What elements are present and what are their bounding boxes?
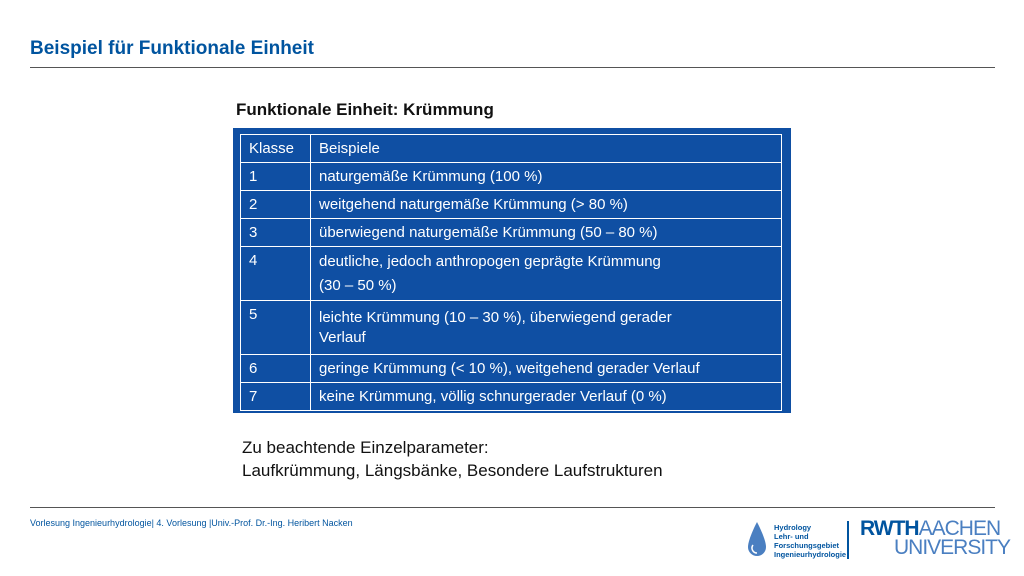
hydrology-logo-text xyxy=(774,523,846,559)
slide-title: Beispiel für Funktionale Einheit xyxy=(30,38,314,59)
parameter-notes xyxy=(242,436,663,482)
rwth-logo xyxy=(860,517,1011,561)
table-row xyxy=(241,383,782,411)
cell-klasse: 7 xyxy=(241,383,311,411)
rwth-logo-line2: UNIVERSITY xyxy=(894,536,1011,559)
logo-separator xyxy=(847,521,849,559)
table-row xyxy=(241,247,782,301)
cell-beispiel: naturgemäße Krümmung (100 %) xyxy=(311,163,782,191)
cell-beispiel: keine Krümmung, völlig schnurgerader Verlauf (0 %) xyxy=(311,383,782,411)
cell-beispiel xyxy=(311,247,782,301)
aachen-text: AACHEN xyxy=(918,517,1001,540)
cell-klasse: 6 xyxy=(241,355,311,383)
table-heading: Funktionale Einheit: Krümmung xyxy=(236,100,494,119)
footer-text: Vorlesung Ingenieurhydrologie| 4. Vorlesung |Univ.-Prof. Dr.-Ing. Heribert Nacken xyxy=(30,518,353,528)
water-drop-icon xyxy=(746,521,768,559)
hydro-line: Ingenieurhydrologie xyxy=(774,550,847,559)
bottom-divider xyxy=(30,507,995,508)
cell-klasse: 5 xyxy=(241,301,311,355)
table-header-row xyxy=(241,135,782,163)
table-row xyxy=(241,191,782,219)
cell-beispiel-line2: Verlauf xyxy=(319,328,366,346)
parameter-notes-line1: Zu beachtende Einzelparameter: xyxy=(242,438,489,457)
cell-beispiel: überwiegend naturgemäße Krümmung (50 – 80 %) xyxy=(311,219,782,247)
table-row xyxy=(241,219,782,247)
table-row xyxy=(241,355,782,383)
cell-klasse: 1 xyxy=(241,163,311,191)
cell-beispiel xyxy=(311,301,782,355)
cell-beispiel-line1: deutliche, jedoch anthropogen geprägte Krümmung xyxy=(319,252,661,270)
cell-klasse: 3 xyxy=(241,219,311,247)
parameter-notes-line2: Laufkrümmung, Längsbänke, Besondere Laufstrukturen xyxy=(242,461,663,480)
classification-table xyxy=(240,134,782,411)
hydro-line: Hydrology xyxy=(774,523,812,532)
hydro-line: Lehr- und xyxy=(774,532,809,541)
cell-beispiel: weitgehend naturgemäße Krümmung (> 80 %) xyxy=(311,191,782,219)
cell-beispiel-line2: (30 – 50 %) xyxy=(319,276,397,294)
hydrology-logo xyxy=(746,521,846,561)
cell-klasse: 2 xyxy=(241,191,311,219)
cell-klasse: 4 xyxy=(241,247,311,301)
header-klasse: Klasse xyxy=(241,135,311,163)
header-beispiele: Beispiele xyxy=(311,135,782,163)
hydro-line: Forschungsgebiet xyxy=(774,541,840,550)
rwth-text: RWTH xyxy=(860,517,919,540)
table-row xyxy=(241,301,782,355)
table-row xyxy=(241,163,782,191)
cell-beispiel-line1: leichte Krümmung (10 – 30 %), überwiegend gerader xyxy=(319,308,672,326)
cell-beispiel: geringe Krümmung (< 10 %), weitgehend gerader Verlauf xyxy=(311,355,782,383)
top-divider xyxy=(30,67,995,68)
